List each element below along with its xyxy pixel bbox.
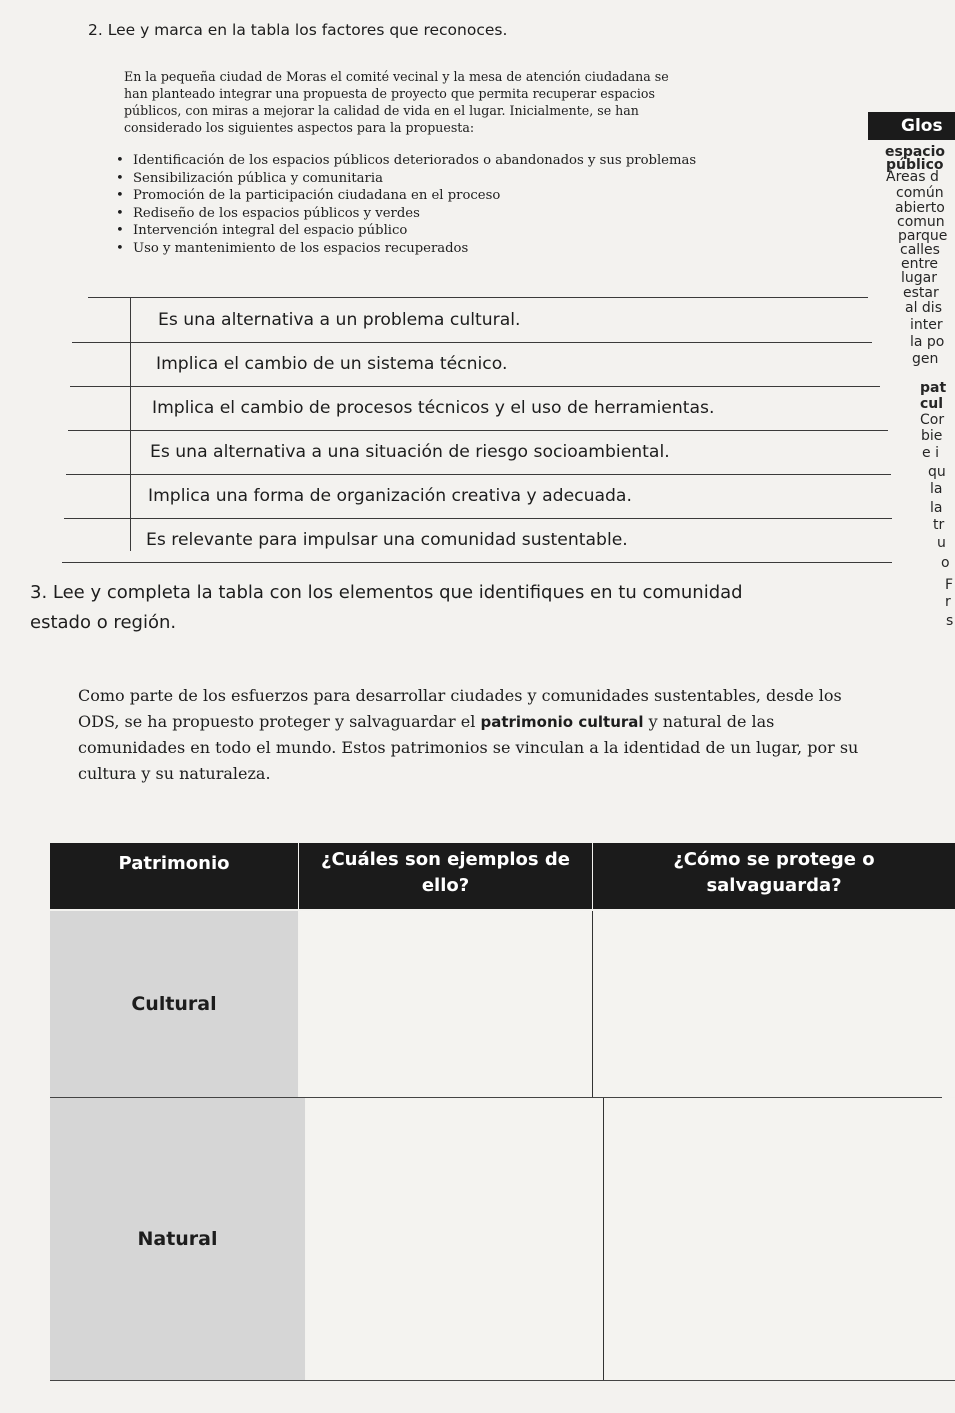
glossary-fragment: Áreas d xyxy=(886,169,939,185)
glossary-fragment: estar xyxy=(903,285,939,301)
glossary-fragment: comun xyxy=(897,214,945,230)
glossary-fragment: r xyxy=(945,594,951,610)
glossary-fragment: qu xyxy=(928,464,946,480)
glossary-fragment: F xyxy=(945,577,954,593)
glossary-fragment: la xyxy=(930,500,943,516)
intro-text: Como parte de los esfuerzos para desarrollar ciudades y comunidades sustentables, desde los ODS, se ha propuesto proteger y salvaguardar el xyxy=(78,686,842,731)
glossary-fragment: común xyxy=(896,185,944,201)
natural-protection-cell[interactable] xyxy=(605,1098,955,1381)
glossary-fragment: o xyxy=(941,555,950,571)
aspect-item: • Uso y mantenimiento de los espacios recuperados xyxy=(116,240,696,258)
header-patrimonio: Patrimonio xyxy=(50,843,298,909)
glossary-fragment: s xyxy=(946,613,954,629)
heritage-intro-paragraph xyxy=(78,683,878,787)
factor-row[interactable] xyxy=(64,474,892,519)
glossary-fragment: u xyxy=(937,535,946,551)
scenario-line: considerado los siguientes aspectos para la propuesta: xyxy=(124,120,475,135)
aspect-item: • Rediseño de los espacios públicos y verdes xyxy=(116,205,696,223)
scenario-line: En la pequeña ciudad de Moras el comité vecinal y la mesa de atención ciudadana se xyxy=(124,69,669,84)
glossary-fragment: parque xyxy=(898,228,948,244)
glossary-fragment: tr xyxy=(933,517,945,533)
glossary-fragment: gen xyxy=(912,351,939,367)
natural-examples-cell[interactable] xyxy=(306,1098,604,1381)
glossary-fragment: espacio xyxy=(885,144,946,160)
glossary-fragment: la po xyxy=(910,334,945,350)
factor-row[interactable] xyxy=(62,518,892,563)
factor-text: Implica una forma de organización creativa y adecuada. xyxy=(148,486,632,506)
aspect-item: • Intervención integral del espacio público xyxy=(116,222,696,240)
table-bottom-rule xyxy=(50,1380,955,1381)
glossary-fragment: lugar xyxy=(901,270,937,286)
glossary-fragment: bie xyxy=(921,428,943,444)
glossary-tab: Glos xyxy=(868,112,955,140)
exercise-2-title: 2. Lee y marca en la tabla los factores que reconoces. xyxy=(88,21,508,39)
header-protection: ¿Cómo se protege o salvaguarda? xyxy=(593,843,955,909)
exercise-3-title-line: 3. Lee y completa la tabla con los elementos que identifiques en tu comunidad xyxy=(30,582,743,603)
row-label-natural: Natural xyxy=(50,1098,305,1381)
factor-text: Es una alternativa a una situación de riesgo socioambiental. xyxy=(150,442,670,462)
row-label-cultural: Cultural xyxy=(50,911,298,1097)
aspects-list xyxy=(116,152,696,258)
glossary-fragment: e i xyxy=(922,445,939,461)
factor-row[interactable] xyxy=(68,386,888,431)
exercise-3-title xyxy=(30,578,900,638)
intro-bold-term: patrimonio cultural xyxy=(480,713,644,731)
glossary-fragment: abierto xyxy=(895,200,945,216)
factor-text: Implica el cambio de un sistema técnico. xyxy=(156,354,508,374)
scenario-paragraph xyxy=(124,68,804,136)
scenario-line: han planteado integrar una propuesta de proyecto que permita recuperar espacios xyxy=(124,86,655,101)
aspect-item: • Identificación de los espacios públicos deteriorados o abandonados y sus problemas xyxy=(116,152,696,170)
factor-row[interactable] xyxy=(66,430,891,475)
glossary-fragment: cul xyxy=(920,396,944,412)
glossary-fragment: Cor xyxy=(920,412,945,428)
glossary-fragment: público xyxy=(886,157,944,173)
glossary-fragment: pat xyxy=(920,380,947,396)
factor-text: Es una alternativa a un problema cultural. xyxy=(158,310,521,330)
glossary-fragment: la xyxy=(930,481,943,497)
factor-text: Es relevante para impulsar una comunidad sustentable. xyxy=(146,530,628,550)
glossary-fragment: calles xyxy=(900,242,940,258)
factor-row[interactable] xyxy=(72,298,872,343)
glossary-fragment: entre xyxy=(901,256,939,272)
cultural-examples-cell[interactable] xyxy=(299,911,593,1097)
intro-text: y natural de las comunidades en todo el mundo. Estos patrimonios se vinculan a la identidad de un lugar, por su cultura y su naturaleza. xyxy=(78,712,859,783)
glossary-fragment: al dis xyxy=(905,300,942,316)
aspect-item: • Promoción de la participación ciudadana en el proceso xyxy=(116,187,696,205)
factor-text: Implica el cambio de procesos técnicos y el uso de herramientas. xyxy=(152,398,715,418)
header-examples: ¿Cuáles son ejemplos de ello? xyxy=(299,843,592,909)
heritage-table xyxy=(50,843,955,1381)
factor-row[interactable] xyxy=(70,342,880,387)
aspect-item: • Sensibilización pública y comunitaria xyxy=(116,170,696,188)
cultural-protection-cell[interactable] xyxy=(594,911,955,1097)
exercise-3-title-line: estado o región. xyxy=(30,612,177,633)
glossary-fragment: inter xyxy=(910,317,943,333)
scenario-line: públicos, con miras a mejorar la calidad de vida en el lugar. Inicialmente, se han xyxy=(124,103,639,118)
